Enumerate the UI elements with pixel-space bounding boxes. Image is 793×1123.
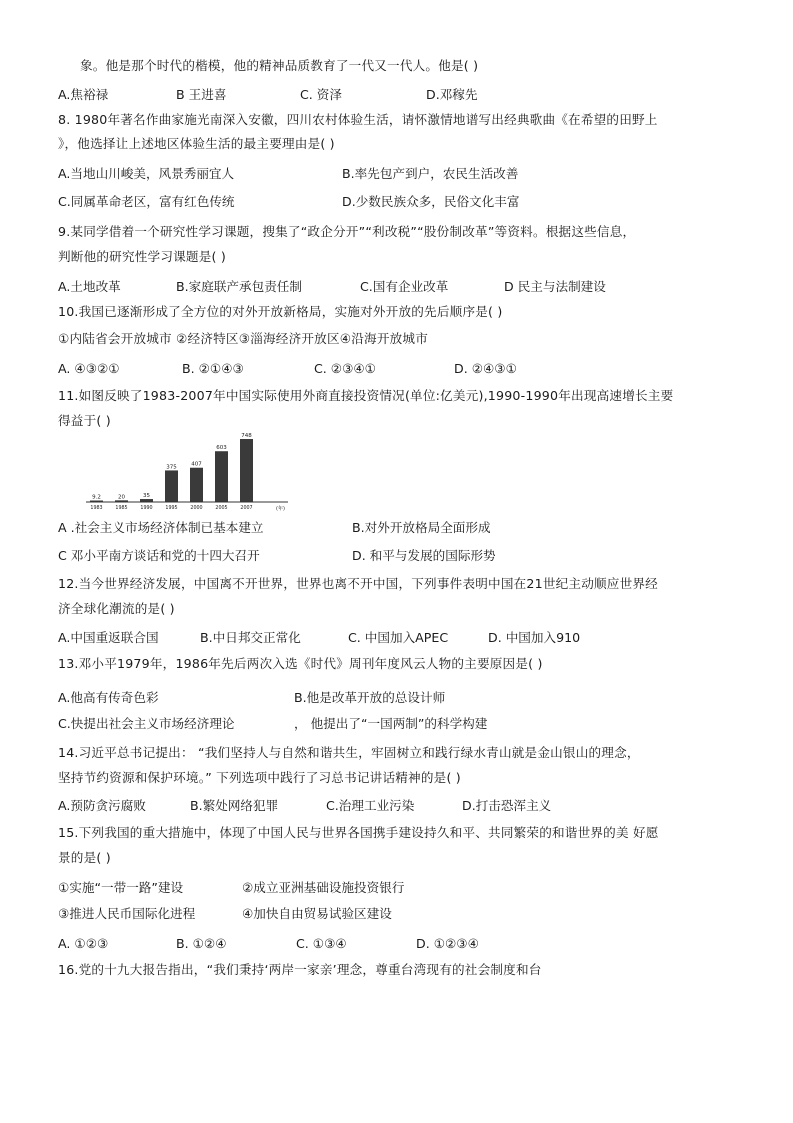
question-12-line-2: 济全球化潮流的是( ) — [58, 601, 175, 616]
question-13-line-1: 13.邓小平1979年，1986年先后两次入选《时代》周刊年度风云人物的主要原因是( ) — [58, 656, 543, 671]
option-a[interactable]: A.焦裕禄 — [58, 87, 109, 102]
question-15-line-1: 15.下列我国的重大措施中，体现了中国人民与世界各国携手建设持久和平、共同繁荣的和谐世界的美 好愿 — [58, 825, 659, 840]
x-tick-label: 1983 — [90, 506, 103, 511]
bar-2007 — [240, 439, 253, 502]
option-c[interactable]: C. ①③④ — [296, 936, 347, 951]
option-c[interactable]: C.快提出社会主义市场经济理论 — [58, 716, 235, 731]
option-d[interactable]: D. 中国加入910 — [488, 630, 581, 645]
x-tick-label: 2000 — [190, 506, 203, 511]
x-tick-label: 1995 — [165, 506, 178, 511]
x-tick-label: 1985 — [115, 506, 128, 511]
option-b[interactable]: B.率先包产到户，农民生活改善 — [342, 166, 519, 181]
bar-value-label: 375 — [166, 464, 177, 471]
question-9-line-1: 9.某同学借着一个研究性学习课题，搜集了“政企分开”“利改税”“股份制改革”等资料。根据这些信息， — [58, 224, 636, 239]
option-b[interactable]: B. ①②④ — [176, 936, 227, 951]
option-a[interactable]: A .社会主义市场经济体制已基本建立 — [58, 520, 264, 535]
question-10-items: ①内陆省会开放城市 ②经济特区③淄海经济开放区④沿海开放城市 — [58, 331, 429, 346]
option-b[interactable]: B.家庭联产承包责任制 — [176, 279, 302, 294]
question-12-line-1: 12.当今世界经济发展，中国离不开世界，世界也离不开中国，下列事件表明中国在21世纪主动顺应世界经 — [58, 576, 658, 591]
x-tick-label: 1990 — [140, 506, 153, 511]
bar-value-label: 407 — [191, 461, 202, 468]
bar-1995 — [165, 470, 178, 502]
option-a[interactable]: A.预防贪污腐败 — [58, 798, 146, 813]
option-b[interactable]: B.对外开放格局全面形成 — [352, 520, 491, 535]
option-b[interactable]: B 王进喜 — [176, 87, 227, 102]
question-8-line-1: 8. 1980年著名作曲家施光南深入安徽，四川农村体验生活，请怀激情地谱写出经典歌曲《在希望的田野上 — [58, 112, 658, 127]
question-14-line-1: 14.习近平总书记提出： “我们坚持人与自然和谐共生，牢固树立和践行绿水青山就是金山银山的理念， — [58, 745, 640, 760]
item-2: ②成立亚洲基础设施投资银行 — [242, 880, 405, 895]
bar-2005 — [215, 451, 228, 502]
option-a[interactable]: A. ①②③ — [58, 936, 109, 951]
option-d[interactable]: D.少数民族众多，民俗文化丰富 — [342, 194, 520, 209]
question-8-line-2: 》，他选择让上述地区体验生活的最主要理由是( ) — [58, 136, 335, 151]
option-a[interactable]: A.土地改革 — [58, 279, 121, 294]
x-unit-label: (年) — [276, 506, 285, 512]
option-d[interactable]: D. ②④③① — [454, 361, 517, 376]
question-14-line-2: 坚持节约资源和保护环境。” 下列选项中践行了习总书记讲话精神的是( ) — [58, 770, 461, 785]
x-tick-label: 2005 — [215, 506, 228, 511]
question-16-line-1: 16.党的十九大报告指出，“我们秉持‘两岸一家亲’理念，尊重台湾现有的社会制度和台 — [58, 962, 542, 977]
option-d[interactable]: D.打击恐浑主义 — [462, 798, 552, 813]
option-c[interactable]: C. 资泽 — [300, 87, 342, 102]
option-a[interactable]: A. ④③②① — [58, 361, 120, 376]
question-10-line-1: 10.我国已逐渐形成了全方位的对外开放新格局，实施对外开放的先后顺序是( ) — [58, 304, 503, 319]
option-c[interactable]: C.同属革命老区，富有红色传统 — [58, 194, 235, 209]
option-b[interactable]: B.他是改革开放的总设计师 — [294, 690, 446, 705]
option-b[interactable]: B.中日邦交正常化 — [200, 630, 301, 645]
option-b[interactable]: B.繁处网络犯罪 — [190, 798, 279, 813]
option-d[interactable]: D 民主与法制建设 — [504, 279, 606, 294]
item-1: ①实施“一带一路”建设 — [58, 880, 184, 895]
option-c[interactable]: C. 中国加入APEC — [348, 630, 449, 645]
x-tick-label: 2007 — [240, 506, 253, 511]
option-c[interactable]: C.国有企业改革 — [360, 279, 449, 294]
option-b[interactable]: B. ②①④③ — [182, 361, 244, 376]
question-11-line-1: 11.如图反映了1983-2007年中国实际使用外商直接投资情况(单位:亿美元),1990-1990年出现高速增长主要 — [58, 388, 674, 403]
fdi-bar-chart — [82, 432, 292, 512]
question-7-text: 象。他是那个时代的楷模，他的精神品质教育了一代又一代人。他是( ) — [80, 58, 479, 73]
bar-value-label: 9.2 — [92, 494, 101, 501]
option-d[interactable]: ， 他提出了“一国两制”的科学构建 — [294, 716, 488, 731]
option-d[interactable]: D.邓稼先 — [426, 87, 478, 102]
option-c[interactable]: C 邓小平南方谈话和党的十四大召开 — [58, 548, 260, 563]
option-a[interactable]: A.当地山川峻美，风景秀丽宜人 — [58, 166, 235, 181]
option-d[interactable]: D. 和平与发展的国际形势 — [352, 548, 496, 563]
question-11-line-2: 得益于( ) — [58, 413, 111, 428]
option-d[interactable]: D. ①②③④ — [416, 936, 479, 951]
option-a[interactable]: A.中国重返联合国 — [58, 630, 159, 645]
option-a[interactable]: A.他高有传奇色彩 — [58, 690, 159, 705]
bar-2000 — [190, 468, 203, 502]
item-4: ④加快自由贸易试验区建设 — [242, 906, 392, 921]
bar-value-label: 35 — [143, 493, 150, 500]
option-c[interactable]: C.治理工业污染 — [326, 798, 415, 813]
bar-value-label: 603 — [216, 445, 227, 452]
question-15-line-2: 景的是( ) — [58, 850, 111, 865]
bar-value-label: 20 — [118, 494, 125, 501]
option-c[interactable]: C. ②③④① — [314, 361, 376, 376]
question-9-line-2: 判断他的研究性学习课题是( ) — [58, 249, 226, 264]
item-3: ③推进人民币国际化进程 — [58, 906, 196, 921]
bar-value-label: 748 — [241, 433, 252, 440]
